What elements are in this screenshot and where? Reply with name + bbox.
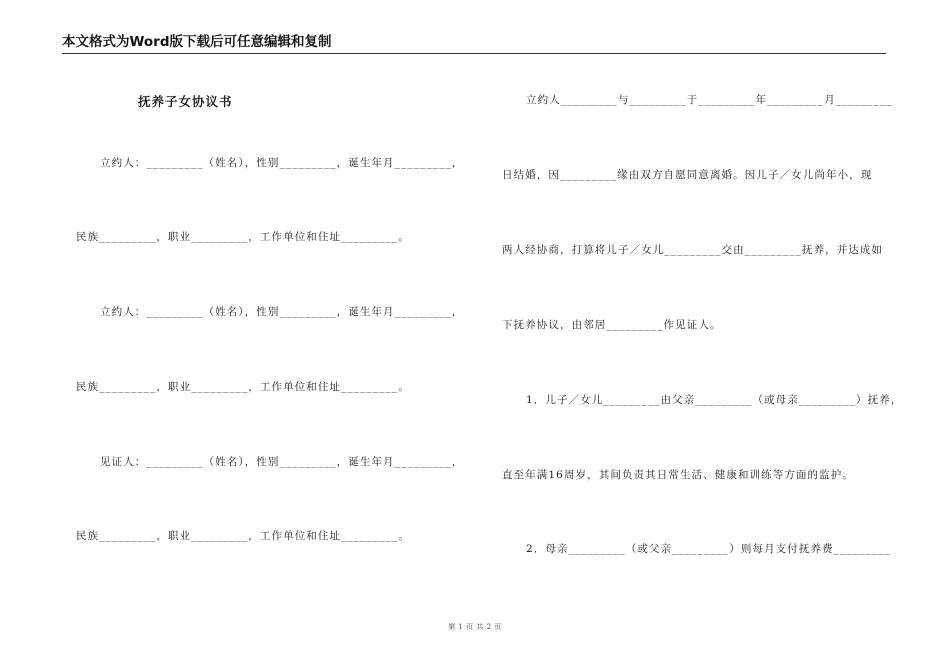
page-number: 第 1 页 共 2 页: [448, 623, 502, 631]
clause-1-line-2: 直至年满16周岁，其间负责其日常生活、健康和训练等方面的监护。: [502, 469, 854, 481]
custody-line-1: 两人经协商，打算将儿子／女儿_________交由_________抚养，并达成如: [502, 244, 884, 256]
party-a-line-2: 民族_________，职业_________，工作单位和住址_________。: [76, 231, 410, 243]
custody-line-2: 下抚养协议，由邻居_________作见证人。: [502, 319, 722, 331]
witness-line-1: 见证人：_________（姓名），性别_________，诞生年月_________，: [100, 456, 464, 468]
document-banner: [62, 34, 886, 54]
clause-2-line-1: 2．母亲_________（或父亲_________）则每月支付抚养费_________: [526, 543, 891, 555]
witness-line-2: 民族_________，职业_________，工作单位和住址_________。: [76, 530, 410, 542]
banner-text: 本文格式为Word版下载后可任意编辑和复制: [62, 34, 332, 50]
party-b-line-1: 立约人：_________（姓名），性别_________，诞生年月_________，: [100, 306, 464, 318]
party-b-line-2: 民族_________，职业_________，工作单位和住址_________。: [76, 381, 410, 393]
clause-1-line-1: 1．儿子／女儿_________由父亲_________（或母亲_________）抚养，: [526, 394, 903, 406]
party-a-line-1: 立约人：_________（姓名），性别_________，诞生年月_________，: [100, 157, 464, 169]
marriage-line-1: 立约人_________与_________于_________年_________月_________: [526, 94, 893, 106]
document-title: 抚养子女协议书: [138, 94, 233, 109]
marriage-line-2: 日结婚，因_________缘由双方自愿同意离婚。因儿子／女儿尚年小，现: [502, 169, 873, 181]
